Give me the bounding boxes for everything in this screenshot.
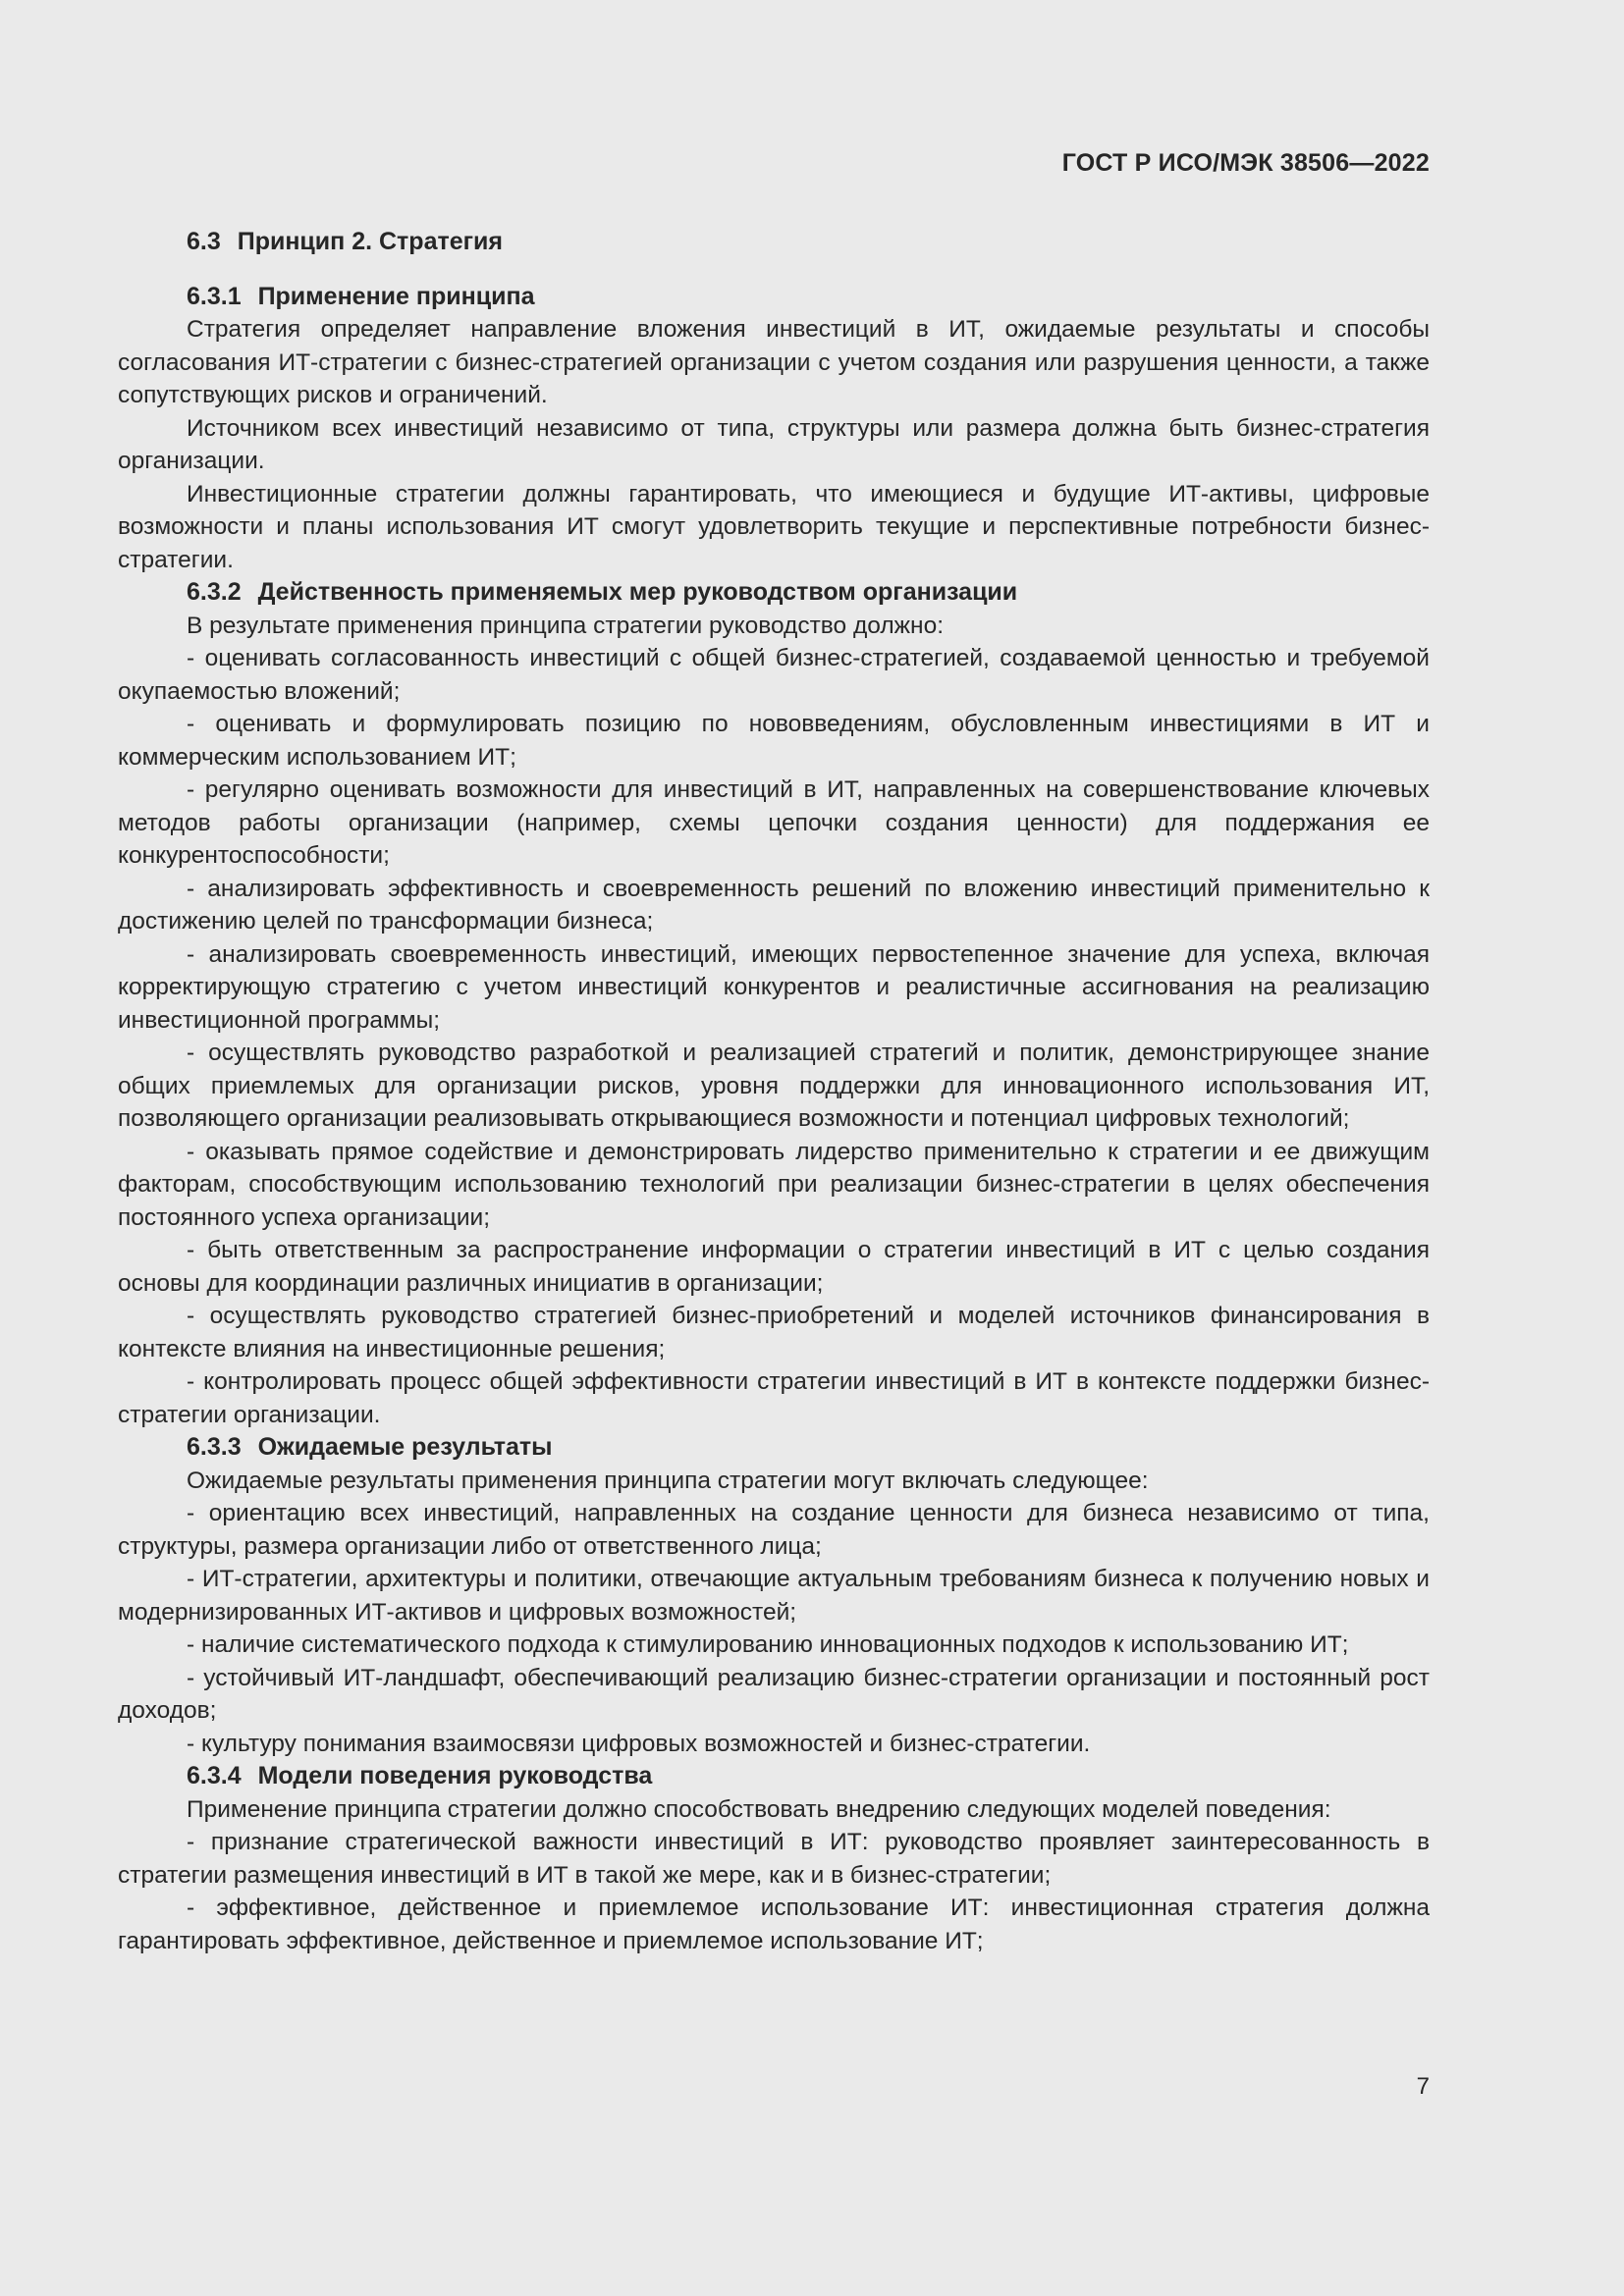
subsection-number: 6.3.3 xyxy=(187,1433,242,1461)
document-body xyxy=(118,226,1430,1957)
list-item: - осуществлять руководство стратегией бизнес-приобретений и моделей источников финансирования в контексте влияния на инвестиционные решения; xyxy=(118,1303,1430,1362)
list-item: - ИТ-стратегии, архитектуры и политики, отвечающие актуальным требованиям бизнеса к получению новых и модернизированных ИТ-активов и цифровых возможностей; xyxy=(118,1566,1430,1626)
list-item: - контролировать процесс общей эффективности стратегии инвестиций в ИТ в контексте поддержки бизнес-стратегии организации. xyxy=(118,1368,1430,1428)
list-item: - культуру понимания взаимосвязи цифровых возможностей и бизнес-стратегии. xyxy=(187,1730,1091,1757)
paragraph: Источником всех инвестиций независимо от типа, структуры или размера должна быть бизнес-стратегия организации. xyxy=(118,414,1430,474)
paragraph: Применение принципа стратегии должно способствовать внедрению следующих моделей поведения: xyxy=(187,1795,1331,1823)
page-number: 7 xyxy=(1416,2073,1430,2100)
list-item: - осуществлять руководство разработкой и реализацией стратегий и политик, демонстрирующее знание общих приемлемых для организации рисков, уровня поддержки для инновационного использования ИТ, позволяющего организации реализовывать открывающиеся возможности и потенциал цифровых технологий; xyxy=(118,1040,1430,1132)
subsection-title: Ожидаемые результаты xyxy=(257,1433,553,1461)
list-item: - анализировать своевременность инвестиций, имеющих первостепенное значение для успеха, включая корректирующую стратегию с учетом инвестиций конкурентов и реалистичные ассигнования на реализацию инвестиционной программы; xyxy=(118,940,1430,1034)
list-item: - оказывать прямое содействие и демонстрировать лидерство применительно к стратегии и ее движущим факторам, способствующим использованию технологий при реализации бизнес-стратегии в целях обеспечения постоянного успеха организации; xyxy=(118,1138,1430,1231)
standard-designation: ГОСТ Р ИСО/МЭК 38506—2022 xyxy=(1061,149,1430,177)
list-item: - устойчивый ИТ-ландшафт, обеспечивающий реализацию бизнес-стратегии организации и постоянный рост доходов; xyxy=(118,1664,1430,1724)
paragraph: Ожидаемые результаты применения принципа стратегии могут включать следующее: xyxy=(187,1467,1149,1494)
list-item: - оценивать согласованность инвестиций с общей бизнес-стратегией, создаваемой ценностью и требуемой окупаемостью вложений; xyxy=(118,645,1430,705)
subsection-title: Действенность применяемых мер руководством организации xyxy=(257,578,1018,606)
paragraph: Стратегия определяет направление вложения инвестиций в ИТ, ожидаемые результаты и способы согласования ИТ-стратегии с бизнес-стратегией организации с учетом создания или разрушения ценности, а также сопутствующих рисков и ограничений. xyxy=(118,316,1430,408)
subsection-6-3-4-heading xyxy=(118,1760,1430,1793)
subsection-title: Модели поведения руководства xyxy=(257,1762,653,1789)
list-item: - анализировать эффективность и своевременность решений по вложению инвестиций применительно к достижению целей по трансформации бизнеса; xyxy=(118,875,1430,934)
list-item: - признание стратегической важности инвестиций в ИТ: руководство проявляет заинтересованность в стратегии размещения инвестиций в ИТ в такой же мере, как и в бизнес-стратегии; xyxy=(118,1829,1430,1889)
paragraph: В результате применения принципа стратегии руководство должно: xyxy=(187,612,944,639)
section-title: Принцип 2. Стратегия xyxy=(237,228,503,255)
list-item: - регулярно оценивать возможности для инвестиций в ИТ, направленных на совершенствование ключевых методов работы организации (например, схемы цепочки создания ценности) для поддержания ее конкурентоспособности; xyxy=(118,776,1430,869)
section-6-3-heading xyxy=(118,226,1430,259)
list-item: - оценивать и формулировать позицию по нововведениям, обусловленным инвестициями в ИТ и коммерческим использованием ИТ; xyxy=(118,711,1430,771)
list-item: - наличие систематического подхода к стимулированию инновационных подходов к использованию ИТ; xyxy=(187,1631,1349,1658)
list-item: - ориентацию всех инвестиций, направленных на создание ценности для бизнеса независимо от типа, структуры, размера организации либо от ответственного лица; xyxy=(118,1500,1430,1560)
section-number: 6.3 xyxy=(187,228,221,255)
list-item: - быть ответственным за распространение информации о стратегии инвестиций в ИТ с целью создания основы для координации различных инициатив в организации; xyxy=(118,1237,1430,1297)
subsection-number: 6.3.4 xyxy=(187,1762,242,1789)
paragraph: Инвестиционные стратегии должны гарантировать, что имеющиеся и будущие ИТ-активы, цифровые возможности и планы использования ИТ смогут удовлетворить текущие и перспективные потребности бизнес-стратегии. xyxy=(118,480,1430,573)
subsection-number: 6.3.2 xyxy=(187,578,242,606)
subsection-6-3-1-heading xyxy=(118,281,1430,314)
subsection-6-3-2-heading xyxy=(118,576,1430,610)
subsection-number: 6.3.1 xyxy=(187,282,242,310)
subsection-6-3-3-heading xyxy=(118,1431,1430,1465)
list-item: - эффективное, действенное и приемлемое использование ИТ: инвестиционная стратегия должна гарантировать эффективное, действенное и приемлемое использование ИТ; xyxy=(118,1895,1430,1954)
subsection-title: Применение принципа xyxy=(257,282,535,310)
